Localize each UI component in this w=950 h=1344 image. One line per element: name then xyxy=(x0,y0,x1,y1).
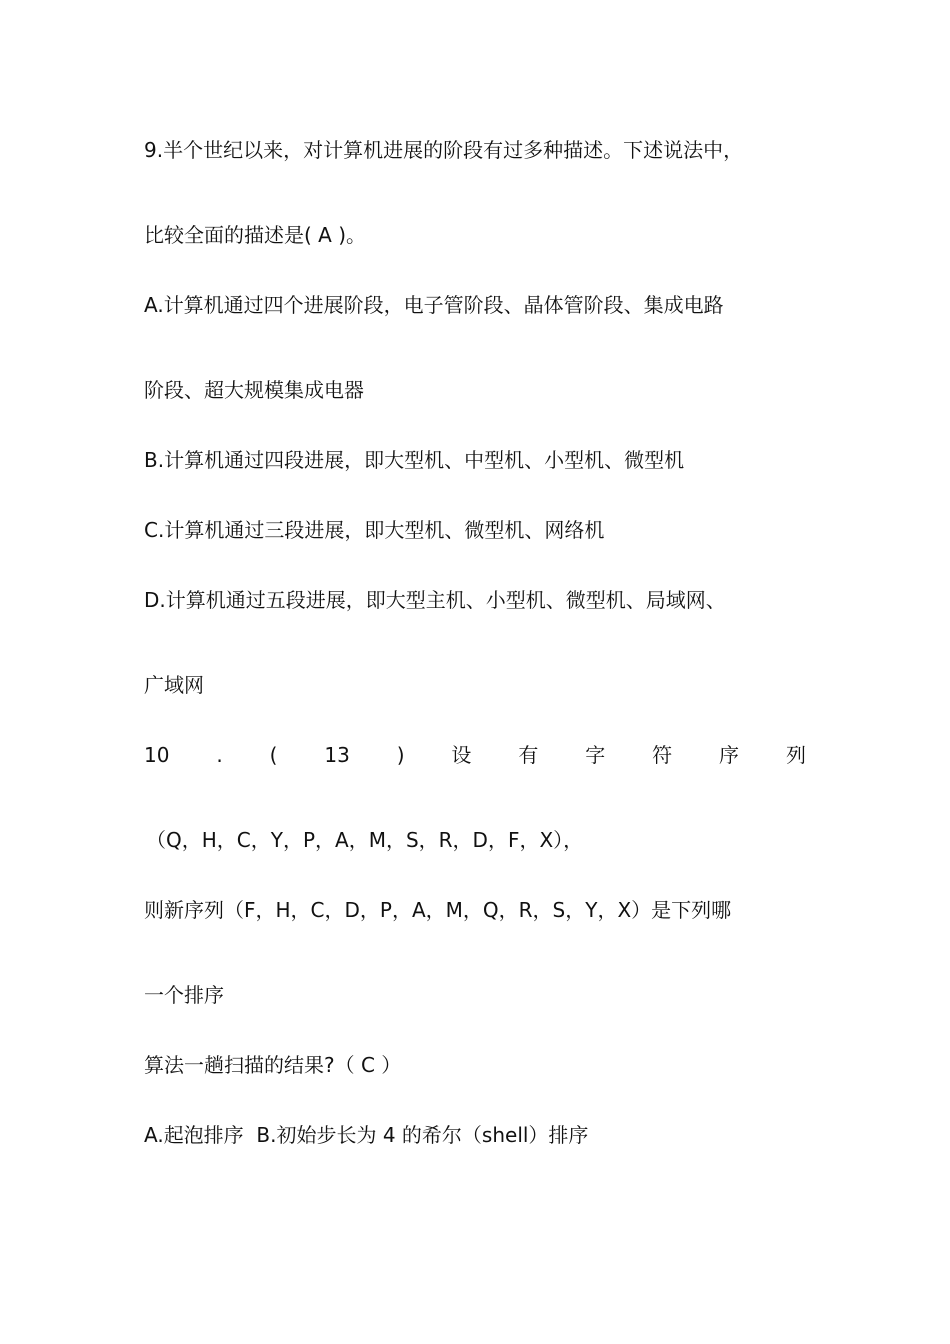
q9-stem-line-1: 9.半个世纪以来，对计算机进展的阶段有过多种描述。下述说法中， xyxy=(144,138,744,162)
q10-head-token: ) xyxy=(396,743,405,767)
q10-head-token: ( xyxy=(269,743,278,767)
q10-head-token: 序 xyxy=(719,743,740,767)
q9-option-a-line-1: A.计算机通过四个进展阶段，电子管阶段、晶体管阶段、集成电路 xyxy=(144,293,724,317)
q10-stem-line-4: 一个排序 xyxy=(144,983,224,1007)
q10-stem-line-1 xyxy=(144,741,806,769)
q9-option-d-line-1: D.计算机通过五段进展，即大型主机、小型机、微型机、局域网、 xyxy=(144,588,726,612)
q10-head-token: 符 xyxy=(652,743,673,767)
q9-stem-line-2: 比较全面的描述是( A )。 xyxy=(144,223,367,247)
q10-head-token: 13 xyxy=(324,743,350,767)
q10-head-token: 字 xyxy=(585,743,606,767)
q9-option-c: C.计算机通过三段进展，即大型机、微型机、网络机 xyxy=(144,518,605,542)
q10-stem-line-5: 算法一趟扫描的结果?（ C ） xyxy=(144,1053,402,1077)
q10-head-token: . xyxy=(216,743,223,767)
q10-head-token: 10 xyxy=(144,743,170,767)
q10-head-token: 设 xyxy=(451,743,472,767)
q9-option-a-line-2: 阶段、超大规模集成电器 xyxy=(144,378,364,402)
q10-sequence: （Q，H，C，Y，P，A，M，S，R，D，F，X）， xyxy=(146,828,584,852)
q10-head-token: 列 xyxy=(785,743,806,767)
q9-option-d-line-2: 广域网 xyxy=(144,673,204,697)
q10-stem-line-3: 则新序列（F，H，C，D，P，A，M，Q，R，S，Y，X）是下列哪 xyxy=(144,898,732,922)
q10-head-token: 有 xyxy=(518,743,539,767)
q9-option-b: B.计算机通过四段进展，即大型机、中型机、小型机、微型机 xyxy=(144,448,685,472)
q10-options: A.起泡排序 B.初始步长为 4 的希尔（shell）排序 xyxy=(144,1123,589,1147)
